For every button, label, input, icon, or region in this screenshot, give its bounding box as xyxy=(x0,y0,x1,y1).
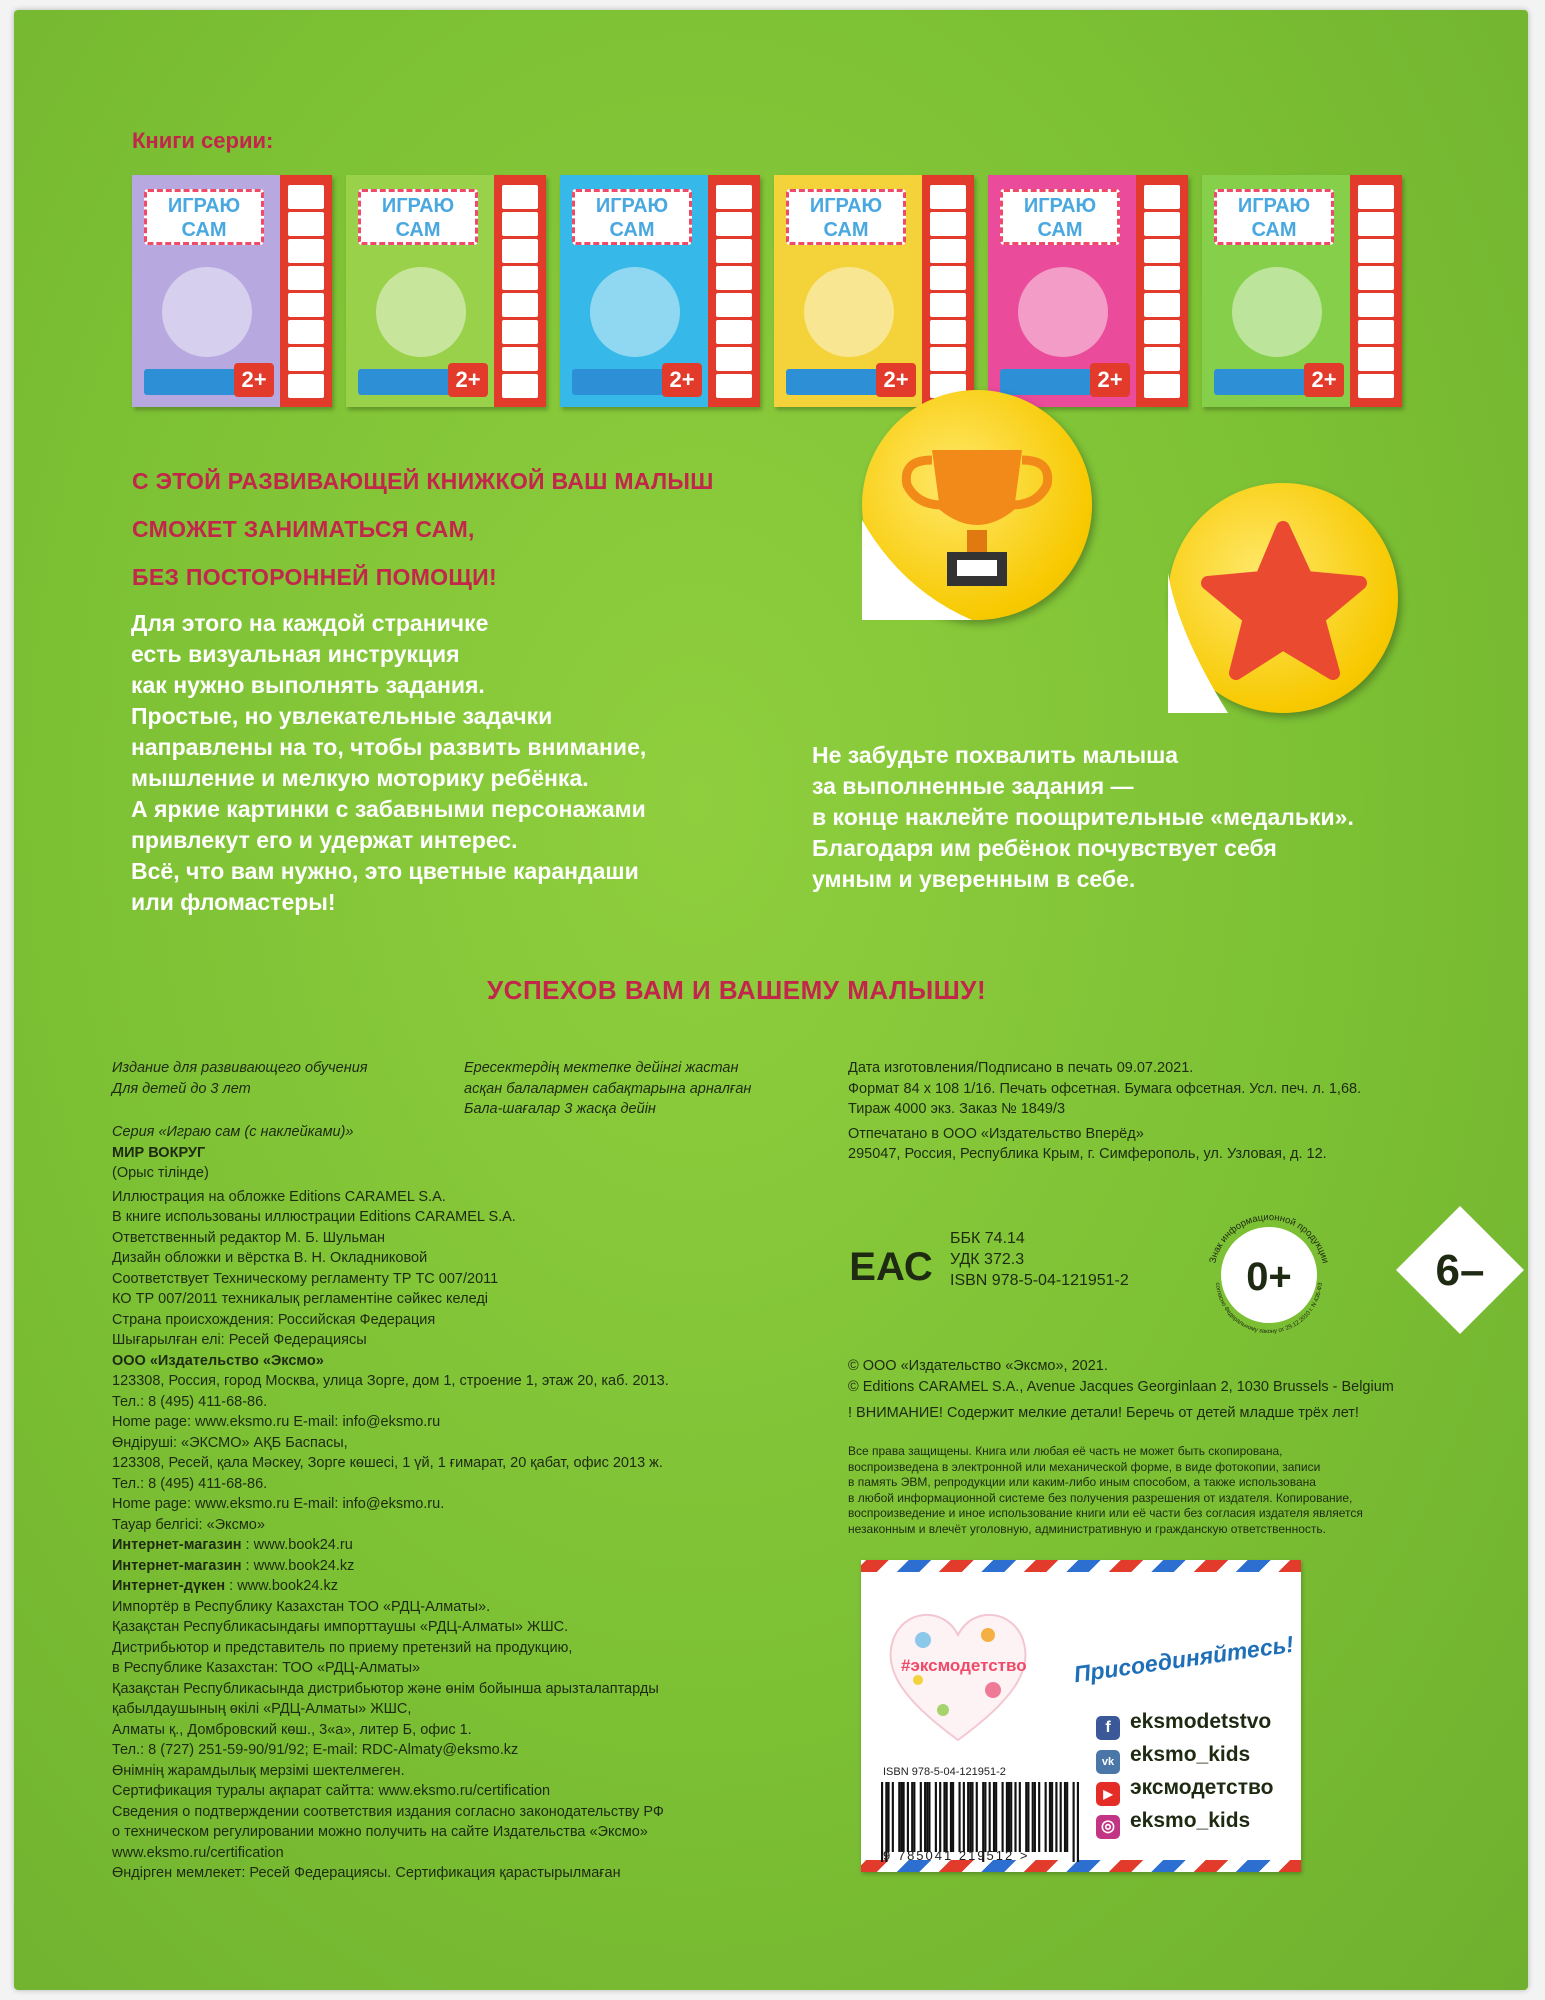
copyright-line: © ООО «Издательство «Эксмо», 2021. xyxy=(848,1358,1108,1374)
series-book-2 xyxy=(346,175,546,407)
barcode-bar xyxy=(903,1782,905,1852)
bbk: ББК 74.14 xyxy=(950,1230,1025,1247)
airmail-border-top xyxy=(861,1560,1301,1572)
barcode-bar xyxy=(900,1782,902,1852)
rights-line: Все права защищены. Книга или любая её часть не может быть скопирована, xyxy=(848,1444,1283,1458)
barcode-bar xyxy=(1027,1782,1029,1852)
udk: УДК 372.3 xyxy=(950,1251,1025,1268)
right-paragraph-line: в конце наклейте поощрительные «медальки». xyxy=(812,804,1354,830)
rights-line: в память ЭВМ, репродукции или каким-либо иным способом, а также использована xyxy=(848,1475,1316,1489)
barcode-bar xyxy=(1064,1782,1066,1852)
book-cover-title: ИГРАЮ САМ xyxy=(572,189,692,245)
importer-line: Өнімнің жарамдылық мерзімі шектелмеген. xyxy=(112,1762,405,1779)
left-paragraph-line: или фломастеры! xyxy=(131,889,336,915)
publisher-line: 123308, Ресей, қала Мәскеу, Зорге көшесі, 1 үй, 1 ғимарат, 20 қабат, офис 2013 ж. xyxy=(112,1455,663,1471)
series-book-5 xyxy=(988,175,1188,407)
social-youtube[interactable] xyxy=(1096,1776,1273,1806)
barcode-bar xyxy=(913,1782,915,1852)
book-age: 2+ xyxy=(1090,363,1130,397)
barcode-bar xyxy=(1066,1782,1068,1852)
shop-url: : www.book24.kz xyxy=(225,1578,338,1594)
book-cover-title: ИГРАЮ САМ xyxy=(1214,189,1334,245)
social-handle: eksmo_kids xyxy=(1130,1809,1251,1832)
book-tags xyxy=(358,369,458,395)
barcode-bar xyxy=(1010,1782,1012,1852)
success-slogan: УСПЕХОВ ВАМ И ВАШЕМУ МАЛЫШУ! xyxy=(487,975,987,1005)
book-tags xyxy=(1214,369,1314,395)
barcode-bar xyxy=(995,1782,997,1852)
barcode-bar xyxy=(1019,1782,1021,1852)
credit-line: Иллюстрация на обложке Editions CARAMEL S.A. xyxy=(112,1188,446,1205)
importer-line: Алматы қ., Домбровский көш., 3«а», литер Б, офис 1. xyxy=(112,1721,472,1738)
star-icon xyxy=(1168,483,1398,713)
publisher-line: Тел.: 8 (495) 411-68-86. xyxy=(112,1393,268,1410)
print-info-line: 295047, Россия, Республика Крым, г. Симферополь, ул. Узловая, д. 12. xyxy=(848,1146,1327,1162)
barcode-bar xyxy=(1045,1782,1047,1852)
character-icon xyxy=(590,267,680,357)
importer-line: қабылдаушының өкілі «РДЦ-Алматы» ЖШС, xyxy=(112,1701,412,1717)
left-paragraph-line: Всё, что вам нужно, это цветные карандаши xyxy=(131,858,639,884)
credit-line: КО ТР 007/2011 техникалық регламентіне сәйкес келеді xyxy=(112,1291,489,1307)
shop-line xyxy=(112,1535,669,1556)
rights-line: незаконным и влечёт уголовную, административную и гражданскую ответственность. xyxy=(848,1521,1326,1536)
importer-line: Өндірген мемлекет: Ресей Федерациясы. Сертификация қарастырылмаған xyxy=(112,1865,621,1881)
edition-kz xyxy=(464,1058,751,1120)
barcode-isbn: ISBN 978-5-04-121951-2 xyxy=(883,1766,1006,1778)
instagram-icon: ◎ xyxy=(1096,1815,1120,1839)
barcode-bar xyxy=(946,1782,948,1852)
series-name: Серия «Играю сам (с наклейками)» xyxy=(112,1124,354,1140)
print-info xyxy=(848,1058,1361,1165)
barcode-bar xyxy=(950,1782,952,1852)
task-strip xyxy=(280,175,332,407)
left-paragraph-line: направлены на то, чтобы развить внимание, xyxy=(131,734,647,760)
credit-line: Соответствует Техническому регламенту ТР ТС 007/2011 xyxy=(112,1270,499,1287)
barcode-bar xyxy=(984,1782,986,1852)
barcode-bar xyxy=(1049,1782,1051,1852)
barcode-bar xyxy=(1032,1782,1034,1852)
age-rating-badge xyxy=(1194,1200,1344,1350)
left-paragraph-line: А яркие картинки с забавными персонажами xyxy=(131,796,646,822)
barcode-bar xyxy=(926,1782,928,1852)
facebook-icon: f xyxy=(1096,1716,1120,1740)
barcode-bar xyxy=(935,1782,937,1852)
importer-line: Дистрибьютор и представитель по приему претензий на продукцию, xyxy=(112,1639,573,1656)
right-paragraph-line: Не забудьте похвалить малыша xyxy=(812,742,1179,768)
small-parts-warning: ! ВНИМАНИЕ! Содержит мелкие детали! Беречь от детей младше трёх лет! xyxy=(848,1405,1359,1421)
right-paragraph-line: умным и уверенным в себе. xyxy=(812,866,1136,892)
character-icon xyxy=(804,267,894,357)
barcode-bar xyxy=(1034,1782,1036,1852)
book-tags xyxy=(144,369,244,395)
edition-kz-line: Ересектердің мектепке дейінгі жастан xyxy=(464,1060,739,1076)
task-strip xyxy=(1350,175,1402,407)
barcode-bar xyxy=(943,1782,945,1852)
left-paragraph-line: Для этого на каждой страничке xyxy=(131,610,489,636)
social-handle: eksmo_kids xyxy=(1130,1743,1251,1766)
rights-notice xyxy=(848,1444,1363,1537)
barcode-bar xyxy=(1002,1782,1004,1852)
barcode-digits: 9 785041 219512 > xyxy=(883,1848,1030,1863)
publisher-line: Home page: www.eksmo.ru E-mail: info@eksmo.ru. xyxy=(112,1496,445,1512)
character-icon xyxy=(162,267,252,357)
print-info-line: Дата изготовления/Подписано в печать 09.07.2021. xyxy=(848,1060,1194,1076)
barcode-bar xyxy=(898,1782,900,1852)
barcode-bar xyxy=(1060,1782,1062,1852)
left-paragraph-line: как нужно выполнять задания. xyxy=(131,672,485,698)
task-strip xyxy=(1136,175,1188,407)
barcode-bar xyxy=(989,1782,991,1852)
barcode-bar xyxy=(993,1782,995,1852)
copyright xyxy=(848,1356,1394,1424)
importer-line: Қазақстан Республикасындағы импорттаушы «РДЦ-Алматы» ЖШС. xyxy=(112,1619,569,1635)
book-cover-title: ИГРАЮ САМ xyxy=(1000,189,1120,245)
trophy-sticker xyxy=(862,390,1092,620)
trophy-icon xyxy=(862,390,1092,620)
importer-line: www.eksmo.ru/certification xyxy=(112,1844,284,1861)
book-cover-title: ИГРАЮ САМ xyxy=(358,189,478,245)
classification xyxy=(950,1228,1129,1291)
publisher-line: Тауар белгісі: «Эксмо» xyxy=(112,1516,265,1533)
barcode-bar xyxy=(963,1782,965,1852)
importer-line: о техническом регулировании можно получить на сайте Издательства «Эксмо» xyxy=(112,1824,648,1840)
age-rating-law: согласно Федеральному закону от 29.12.2010 г. N 436-ФЗ xyxy=(1214,1282,1324,1336)
publisher-line: Home page: www.eksmo.ru E-mail: info@eksmo.ru xyxy=(112,1414,441,1430)
barcode-bar xyxy=(887,1782,889,1852)
barcode-bar xyxy=(920,1782,922,1852)
barcode-bar xyxy=(907,1782,909,1852)
credit-line: В книге использованы иллюстрации Editions CARAMEL S.A. xyxy=(112,1209,516,1225)
barcode-bar xyxy=(971,1782,973,1852)
task-strip xyxy=(708,175,760,407)
social-facebook[interactable] xyxy=(1096,1710,1271,1740)
book-cover-title: ИГРАЮ САМ xyxy=(786,189,906,245)
age-warning-value: 6– xyxy=(1435,1246,1485,1295)
shop-label: Интернет-дүкен xyxy=(112,1578,226,1594)
series-book-3 xyxy=(560,175,760,407)
book-age: 2+ xyxy=(448,363,488,397)
copyright-line: © Editions CARAMEL S.A., Avenue Jacques Georginlaan 2, 1030 Brussels - Belgium xyxy=(848,1378,1394,1395)
left-paragraph-line: привлекут его и удержат интерес. xyxy=(131,827,518,853)
series-book-4 xyxy=(774,175,974,407)
youtube-icon: ▶ xyxy=(1096,1782,1120,1806)
social-vk[interactable] xyxy=(1096,1743,1250,1774)
publisher-name: ООО «Издательство «Эксмо» xyxy=(112,1352,324,1369)
credit-line: Страна происхождения: Российская Федерация xyxy=(112,1311,436,1328)
series-book-6 xyxy=(1202,175,1402,407)
barcode-bar xyxy=(1025,1782,1027,1852)
shop-line xyxy=(112,1556,669,1577)
character-icon xyxy=(1018,267,1108,357)
rights-line: воспроизведена в электронной или механической форме, в виде фотокопии, записи xyxy=(848,1459,1321,1474)
age-rating-caption: Знак информационной продукции xyxy=(1207,1211,1331,1265)
series-books xyxy=(132,175,1432,410)
barcode-bar xyxy=(924,1782,926,1852)
shop-url: : www.book24.ru xyxy=(241,1537,353,1553)
shop-label: Интернет-магазин xyxy=(112,1537,242,1553)
edition-ru-line: Для детей до 3 лет xyxy=(112,1080,251,1097)
headline-line-1: С ЭТОЙ РАЗВИВАЮЩЕЙ КНИЖКОЙ ВАШ МАЛЫШ xyxy=(132,468,714,494)
left-paragraph xyxy=(131,608,646,918)
edition-ru-line: Издание для развивающего обучения xyxy=(112,1060,368,1076)
shop-url: : www.book24.kz xyxy=(241,1557,355,1574)
edition-kz-line: Бала-шағалар 3 жасқа дейін xyxy=(464,1101,656,1117)
back-cover xyxy=(14,10,1528,1990)
barcode-bar xyxy=(892,1782,894,1852)
social-handle: эксмодетство xyxy=(1130,1776,1274,1799)
rights-line: воспроизведение и иное использование книги или её части без согласия издателя является xyxy=(848,1506,1363,1520)
eac-mark-icon xyxy=(849,1230,933,1296)
publisher-line: Тел.: 8 (495) 411-68-86. xyxy=(112,1475,268,1492)
barcode-bar xyxy=(967,1782,969,1852)
edition-kz-line: асқан балалармен сабақтарына арналған xyxy=(464,1080,752,1097)
book-title: МИР ВОКРУГ xyxy=(112,1144,206,1161)
eac-mark-text: ЕАС xyxy=(849,1245,933,1289)
print-info-line: Формат 84 x 108 1/16. Печать офсетная. Бумага офсетная. Усл. печ. л. 1,68. xyxy=(848,1080,1362,1097)
social-card xyxy=(861,1560,1301,1872)
barcode-bar xyxy=(1055,1782,1057,1852)
print-info-line: Отпечатано в ООО «Издательство Вперёд» xyxy=(848,1125,1144,1142)
barcode-bar xyxy=(952,1782,954,1852)
credit-line: Шығарылған елі: Ресей Федерациясы xyxy=(112,1332,367,1348)
importer-line: Импортёр в Республику Казахстан ТОО «РДЦ-Алматы». xyxy=(112,1598,491,1615)
shop-label: Интернет-магазин xyxy=(112,1557,242,1574)
edition-ru xyxy=(112,1058,368,1099)
importer-line: Сертификация туралы ақпарат сайтта: www.eksmo.ru/certification xyxy=(112,1783,551,1799)
book-age: 2+ xyxy=(234,363,274,397)
join-text: Присоединяйтесь! xyxy=(1072,1630,1296,1688)
barcode-bar xyxy=(1073,1782,1075,1862)
imprint-column xyxy=(112,1122,669,1884)
series-book-1 xyxy=(132,175,332,407)
isbn: ISBN 978-5-04-121951-2 xyxy=(950,1272,1129,1289)
barcode-bar xyxy=(976,1782,978,1852)
barcode-bar xyxy=(911,1782,913,1852)
hashtag: #эксмодетство xyxy=(901,1656,1027,1675)
book-age: 2+ xyxy=(876,363,916,397)
barcode-bar xyxy=(958,1782,960,1852)
barcode-bar xyxy=(939,1782,941,1852)
right-paragraph-line: Благодаря им ребёнок почувствует себя xyxy=(812,835,1277,861)
barcode-bar xyxy=(1051,1782,1053,1852)
publisher-line: 123308, Россия, город Москва, улица Зорге, дом 1, строение 1, этаж 20, каб. 2013. xyxy=(112,1373,669,1389)
book-age: 2+ xyxy=(662,363,702,397)
barcode-bar xyxy=(1008,1782,1010,1852)
credit-line: Дизайн обложки и вёрстка В. Н. Окладниковой xyxy=(112,1250,428,1266)
barcode-bar xyxy=(1038,1782,1040,1852)
series-label: Книги серии: xyxy=(132,128,274,153)
task-strip xyxy=(922,175,974,407)
left-paragraph-line: мышление и мелкую моторику ребёнка. xyxy=(131,765,589,791)
headline-line-3: БЕЗ ПОСТОРОННЕЙ ПОМОЩИ! xyxy=(132,564,497,590)
age-rating-value: 0+ xyxy=(1246,1255,1292,1299)
age-warning-badge xyxy=(1390,1200,1530,1340)
importer-line: в Республике Казахстан: ТОО «РДЦ-Алматы» xyxy=(112,1660,421,1676)
book-language: (Орыс тілінде) xyxy=(112,1165,209,1181)
credit-line: Ответственный редактор М. Б. Шульман xyxy=(112,1229,386,1246)
task-strip xyxy=(494,175,546,407)
social-instagram[interactable] xyxy=(1096,1809,1250,1839)
left-paragraph-line: есть визуальная инструкция xyxy=(131,641,460,667)
book-age: 2+ xyxy=(1304,363,1344,397)
rights-line: в любой информационной системе без получения разрешения от издателя. Копирование, xyxy=(848,1490,1353,1505)
left-paragraph-line: Простые, но увлекательные задачки xyxy=(131,703,553,729)
publisher-line: Өндіруші: «ЭКСМО» АҚБ Баспасы, xyxy=(112,1434,348,1451)
book-tags xyxy=(572,369,672,395)
barcode-bar xyxy=(1006,1782,1008,1852)
right-paragraph-line: за выполненные задания — xyxy=(812,773,1134,799)
barcode-bar xyxy=(969,1782,971,1852)
barcode-bar xyxy=(1014,1782,1016,1852)
vk-icon: vk xyxy=(1096,1750,1120,1774)
importer-line: Сведения о подтверждении соответствия издания согласно законодательству РФ xyxy=(112,1803,664,1820)
social-handle: eksmodetstvo xyxy=(1130,1710,1272,1733)
print-info-line: Тираж 4000 экз. Заказ № 1849/3 xyxy=(848,1101,1066,1117)
character-icon xyxy=(1232,267,1322,357)
shop-line xyxy=(112,1576,669,1597)
character-icon xyxy=(376,267,466,357)
importer-line: Қазақстан Республикасында дистрибьютор және өнім бойынша арызталаптарды xyxy=(112,1680,659,1697)
right-paragraph xyxy=(812,740,1354,895)
barcode-bar xyxy=(928,1782,930,1852)
book-cover-title: ИГРАЮ САМ xyxy=(144,189,264,245)
headline-line-2: СМОЖЕТ ЗАНИМАТЬСЯ САМ, xyxy=(132,516,475,542)
star-sticker xyxy=(1168,483,1398,713)
barcode-bar xyxy=(1077,1782,1079,1862)
importer-line: Тел.: 8 (727) 251-59-90/91/92; E-mail: RDC-Almaty@eksmo.kz xyxy=(112,1742,519,1758)
